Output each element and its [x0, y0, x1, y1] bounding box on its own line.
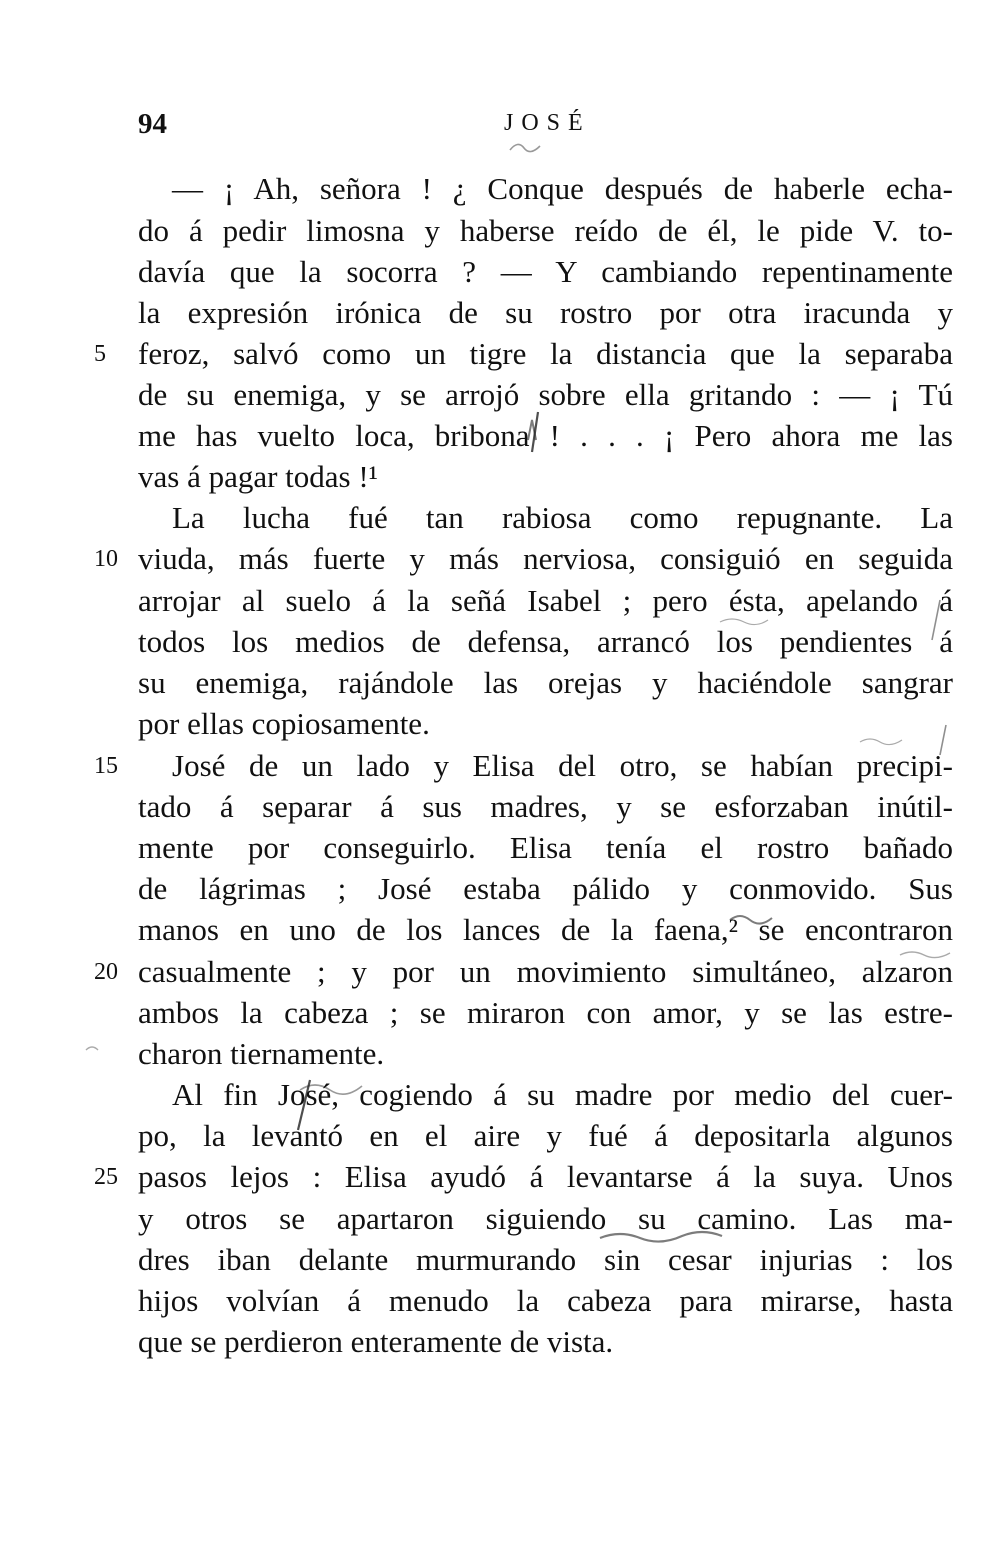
text-line: pasos lejos : Elisa ayudó á levantarse á la suya. Unos	[138, 1159, 953, 1194]
text-line: do á pedir limosna y haberse reído de él, le pide V. to-	[138, 213, 953, 248]
text-line: la expresión irónica de su rostro por otra iracunda y	[138, 295, 953, 330]
text-line: — ¡ Ah, señora ! ¿ Conque después de haberle echa-	[172, 171, 953, 206]
page-number: 94	[138, 108, 167, 140]
pencil-mark	[510, 144, 540, 151]
text-line: manos en uno de los lances de la faena,² se encontraron	[138, 912, 953, 947]
text-line: vas á pagar todas !¹	[138, 459, 378, 494]
text-line: La lucha fué tan rabiosa como repugnante. La	[172, 500, 953, 535]
line-number: 20	[94, 959, 118, 985]
line-number: 10	[94, 546, 118, 572]
text-line: me has vuelto loca, bribona ! . . . ¡ Pero ahora me las	[138, 418, 953, 453]
text-line: ambos la cabeza ; se miraron con amor, y se las estre-	[138, 995, 953, 1030]
text-line: casualmente ; y por un movimiento simultáneo, alzaron	[138, 954, 953, 989]
text-line: y otros se apartaron siguiendo su camino. Las ma-	[138, 1201, 953, 1236]
text-line: mente por conseguirlo. Elisa tenía el rostro bañado	[138, 830, 953, 865]
text-line: Al fin José, cogiendo á su madre por medio del cuer-	[172, 1077, 953, 1112]
text-line: por ellas copiosamente.	[138, 706, 430, 741]
line-number: 5	[94, 341, 106, 367]
text-line: charon tiernamente.	[138, 1036, 385, 1071]
text-line: de lágrimas ; José estaba pálido y conmovido. Sus	[138, 871, 953, 906]
line-number: 25	[94, 1164, 118, 1190]
running-head: JOSÉ	[504, 110, 591, 136]
text-line: arrojar al suelo á la señá Isabel ; pero ésta, apelando á	[138, 583, 953, 618]
text-line: feroz, salvó como un tigre la distancia que la separaba	[138, 336, 953, 371]
text-line: José de un lado y Elisa del otro, se habían precipi-	[172, 748, 953, 783]
text-line: tado á separar á sus madres, y se esforzaban inútil-	[138, 789, 953, 824]
text-line: dres iban delante murmurando sin cesar injurias : los	[138, 1242, 953, 1277]
text-line: su enemiga, rajándole las orejas y haciéndole sangrar	[138, 665, 953, 700]
text-line: de su enemiga, y se arrojó sobre ella gritando : — ¡ Tú	[138, 377, 953, 412]
text-line: viuda, más fuerte y más nerviosa, consiguió en seguida	[138, 541, 953, 576]
text-line: hijos volvían á menudo la cabeza para mirarse, hasta	[138, 1283, 953, 1318]
text-line: que se perdieron enteramente de vista.	[138, 1324, 614, 1359]
text-line: todos los medios de defensa, arrancó los pendientes á	[138, 624, 953, 659]
text-line: davía que la socorra ? — Y cambiando repentinamente	[138, 254, 953, 289]
pencil-mark	[86, 1047, 98, 1050]
line-number: 15	[94, 753, 118, 779]
text-line: po, la levantó en el aire y fué á depositarla algunos	[138, 1118, 953, 1153]
